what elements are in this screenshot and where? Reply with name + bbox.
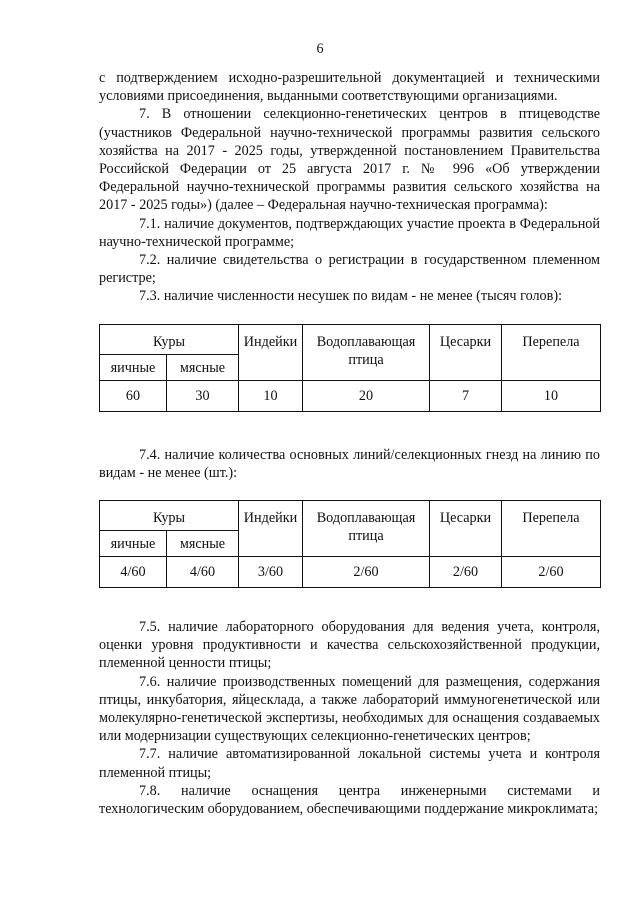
header-indeyki: Индейки xyxy=(239,501,303,557)
table-cell: 20 xyxy=(303,380,430,411)
header-perepela: Перепела xyxy=(502,501,601,557)
table-cell: 60 xyxy=(100,380,167,411)
paragraph-item-7-5: 7.5. наличие лабораторного оборудования для ведения учета, контроля, оценки уровня продуктивности и качества сельскохозяйственной продукции, племенной ценности птицы; xyxy=(99,619,600,672)
header-tsesarki: Цесарки xyxy=(430,324,502,380)
paragraph-item-7-2: 7.2. наличие свидетельства о регистрации в государственном племенном регистре; xyxy=(99,252,600,287)
paragraph-item-7: 7. В отношении селекционно-генетических центров в птицеводстве (участников Федеральной научно-технической программы развития сельского хозяйства на 2017 - 2025 годы, утвержденной постановлением Правительства Российской Федерации от 25 августа 2017 г. № 996 «Об утверждении Федеральной научно-технической программы развития сельского хозяйства на 2017 - 2025 годы») (далее – Федеральная научно-техническая программа): xyxy=(99,106,600,214)
paragraph: с подтверждением исходно-разрешительной документацией и техническими условиями присоединения, выданными соответствующими организациями. xyxy=(99,70,600,105)
paragraph-item-7-7: 7.7. наличие автоматизированной локальной системы учета и контроля племенной птицы; xyxy=(99,746,600,781)
table-cell: 7 xyxy=(430,380,502,411)
header-vodoplavayushchaya: Водоплавающая птица xyxy=(303,324,430,380)
table-cell: 2/60 xyxy=(430,557,502,588)
table-cell: 30 xyxy=(167,380,239,411)
table-cell: 10 xyxy=(239,380,303,411)
document-body xyxy=(99,69,600,818)
header-myasnye: мясные xyxy=(167,531,239,557)
header-myasnye: мясные xyxy=(167,354,239,380)
table-layer-count xyxy=(99,324,601,412)
paragraph-item-7-3: 7.3. наличие численности несушек по видам - не менее (тысяч голов): xyxy=(139,288,563,305)
paragraph-item-7-6: 7.6. наличие производственных помещений для размещения, содержания птицы, инкубатория, яйцесклада, а также лабораторий иммуногенетической или молекулярно-генетической экспертизы, необходимых для оснащения создаваемых или модернизации существующих селекционно-генетических центров; xyxy=(99,673,600,745)
table-cell: 2/60 xyxy=(502,557,601,588)
header-kury: Куры xyxy=(100,501,239,531)
header-vodoplavayushchaya: Водоплавающая птица xyxy=(303,501,430,557)
header-tsesarki: Цесарки xyxy=(430,501,502,557)
table-cell: 4/60 xyxy=(167,557,239,588)
table-cell: 3/60 xyxy=(239,557,303,588)
table-cell: 2/60 xyxy=(303,557,430,588)
header-kury: Куры xyxy=(100,324,239,354)
paragraph-item-7-1: 7.1. наличие документов, подтверждающих участие проекта в Федеральной научно-технической программе; xyxy=(99,215,600,250)
table-cell: 4/60 xyxy=(100,557,167,588)
table-line-count xyxy=(99,500,601,588)
table-row xyxy=(100,380,601,411)
page-number: 6 xyxy=(316,41,324,57)
header-indeyki: Индейки xyxy=(239,324,303,380)
table-cell: 10 xyxy=(502,380,601,411)
header-yaichnye: яичные xyxy=(100,354,167,380)
paragraph-item-7-4: 7.4. наличие количества основных линий/селекционных гнезд на линию по видам - не менее (шт.): xyxy=(99,446,600,481)
header-perepela: Перепела xyxy=(502,324,601,380)
paragraph-item-7-8: 7.8. наличие оснащения центра инженерными системами и технологическим оборудованием, обеспечивающими поддержание микроклимата; xyxy=(99,782,600,818)
header-yaichnye: яичные xyxy=(100,531,167,557)
table-row xyxy=(100,557,601,588)
